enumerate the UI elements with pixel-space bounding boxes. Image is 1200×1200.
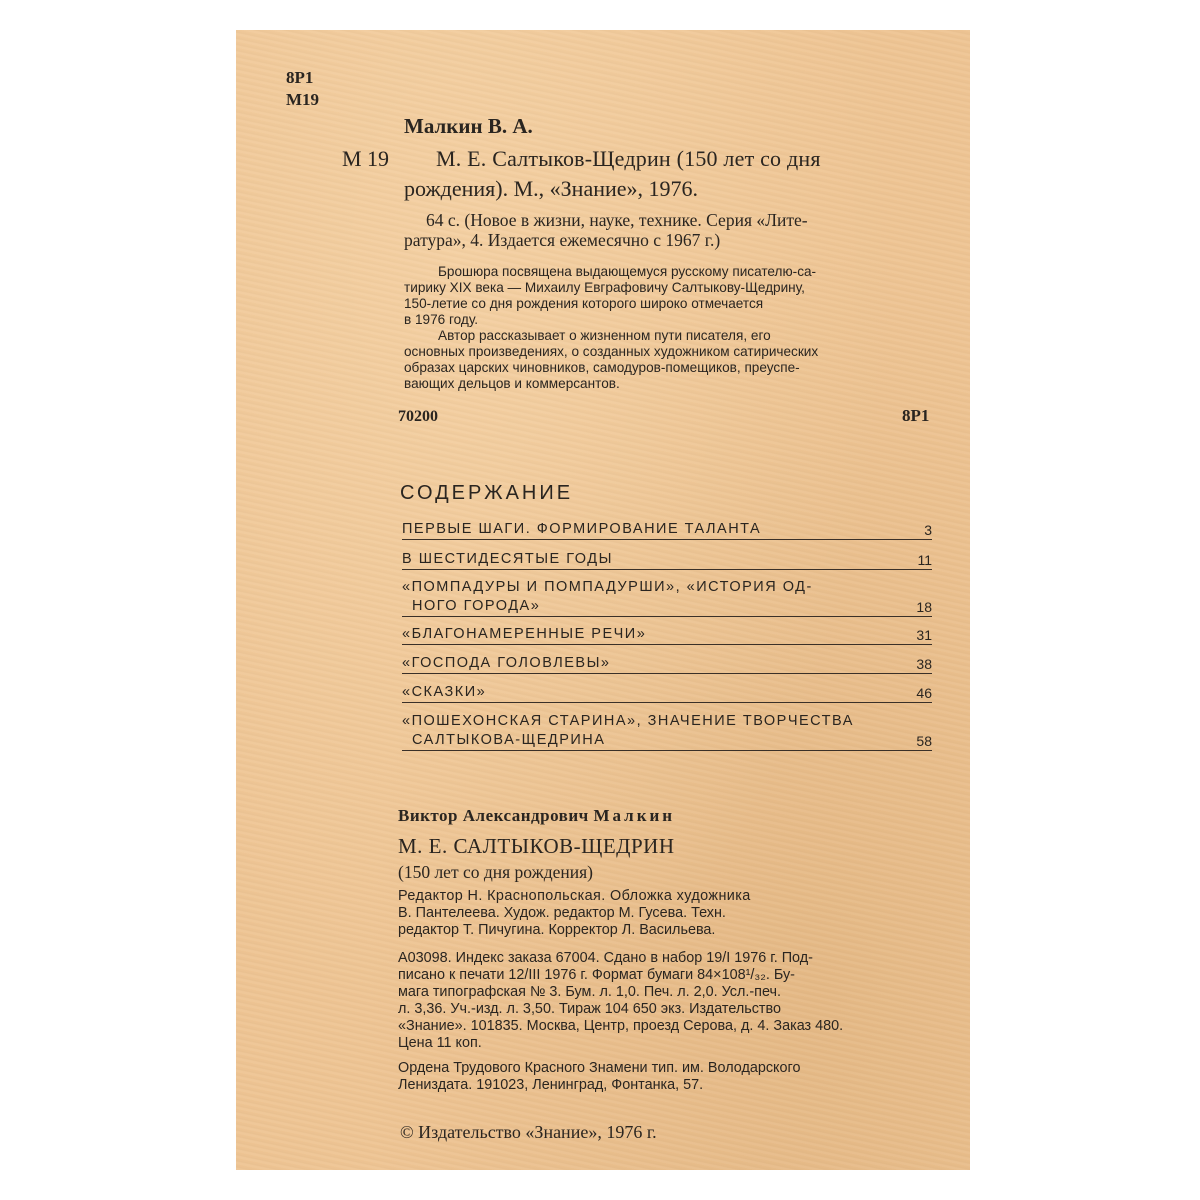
toc-entry-title-continued: НОГО ГОРОДА» [402,597,932,617]
toc-entry [402,654,932,674]
colophon-title: М. Е. САЛТЫКОВ-ЩЕДРИН [398,834,675,858]
annotation-line: в 1976 году. [404,312,479,327]
copyright-line: © Издательство «Знание», 1976 г. [400,1122,657,1142]
annotation-line: образах царских чиновников, самодуров-помещиков, преуспе- [404,360,800,375]
editors-line: Редактор Н. Краснопольская. Обложка художника [398,888,751,904]
toc-entry-page: 18 [916,599,932,615]
toc-entry-title: В ШЕСТИДЕСЯТЫЕ ГОДЫ [402,550,932,570]
toc-entry [402,712,932,751]
toc-entry [402,625,932,645]
toc-entry-page: 11 [917,552,932,568]
toc-entry-page: 3 [924,522,932,538]
toc-entry-title: «ГОСПОДА ГОЛОВЛЕВЫ» [402,654,932,674]
print-details-line: «Знание». 101835. Москва, Центр, проезд Серова, д. 4. Заказ 480. [398,1018,844,1034]
toc-entry-title: «СКАЗКИ» [402,683,932,703]
toc-entry-title: ПЕРВЫЕ ШАГИ. ФОРМИРОВАНИЕ ТАЛАНТА [402,520,932,540]
index-code: 70200 [398,408,438,425]
call-number: М 19 [342,146,390,171]
toc-entry-title: «ПОМПАДУРЫ И ПОМПАДУРШИ», «ИСТОРИЯ ОД- [402,579,813,595]
annotation-line: основных произведениях, о созданных художником сатирических [404,344,819,359]
toc-entry-page: 31 [916,627,932,643]
physical-description-line-1: 64 с. (Новое в жизни, науке, технике. Серия «Лите- [426,210,808,230]
colophon-author-names: Виктор Александрович [398,806,589,825]
bbk-code-bottom: 8Р1 [902,406,930,425]
annotation-line: Автор рассказывает о жизненном пути писателя, его [438,328,771,343]
toc-entry [402,578,932,617]
print-details-line: писано к печати 12/III 1976 г. Формат бумаги 84×108¹/₃₂. Бу- [398,967,795,983]
print-details-line: Цена 11 коп. [398,1035,482,1051]
toc-entry-title-continued: САЛТЫКОВА-ЩЕДРИНА [402,731,932,751]
colophon-author-surname: Малкин [593,806,676,825]
title-line-2: рождения). М., «Знание», 1976. [404,176,699,201]
toc-entry-page: 46 [916,685,932,701]
annotation-line: Брошюра посвящена выдающемуся русскому писателю-са- [438,264,817,279]
annotation-line: вающих дельцов и коммерсантов. [404,376,620,391]
toc-entry-page: 58 [916,733,932,749]
print-details-line: мага типографская № 3. Бум. л. 1,0. Печ. л. 2,0. Усл.-печ. [398,984,781,1000]
print-details-line: л. 3,36. Уч.-изд. л. 3,50. Тираж 104 650 экз. Издательство [398,1001,782,1017]
print-details-line: А03098. Индекс заказа 67004. Сдано в набор 19/I 1976 г. Под- [398,950,813,966]
toc-entry-title: «БЛАГОНАМЕРЕННЫЕ РЕЧИ» [402,625,932,645]
editors-line: редактор Т. Пичугина. Корректор Л. Васильева. [398,922,716,938]
annotation-line: 150-летие со дня рождения которого широко отмечается [404,296,764,311]
author-mark-top: М19 [286,90,320,109]
toc-entry-title: «ПОШЕХОНСКАЯ СТАРИНА», ЗНАЧЕНИЕ ТВОРЧЕСТВА [402,713,854,729]
toc-entry-page: 38 [916,656,932,672]
toc-entry [402,520,932,540]
editors-line: В. Пантелеева. Худож. редактор М. Гусева. Техн. [398,905,726,921]
toc-entry [402,550,932,570]
catalog-card-page [236,30,970,1170]
toc-entry [402,683,932,703]
annotation-line: тирику XIX века — Михаилу Евграфовичу Салтыкову-Щедрину, [404,280,805,295]
colophon-subtitle: (150 лет со дня рождения) [398,862,593,882]
author-heading: Малкин В. А. [404,114,533,138]
colophon-author [398,806,675,826]
physical-description-line-2: ратура», 4. Издается ежемесячно с 1967 г.) [404,230,721,250]
title-line-1: М. Е. Салтыков-Щедрин (150 лет со дня [436,146,821,171]
printer-line: Ордена Трудового Красного Знамени тип. им. Володарского [398,1060,801,1076]
toc-heading: СОДЕРЖАНИЕ [400,482,574,504]
printer-line: Лениздата. 191023, Ленинград, Фонтанка, 57. [398,1077,704,1093]
bbk-code-top: 8Р1 [286,68,314,87]
